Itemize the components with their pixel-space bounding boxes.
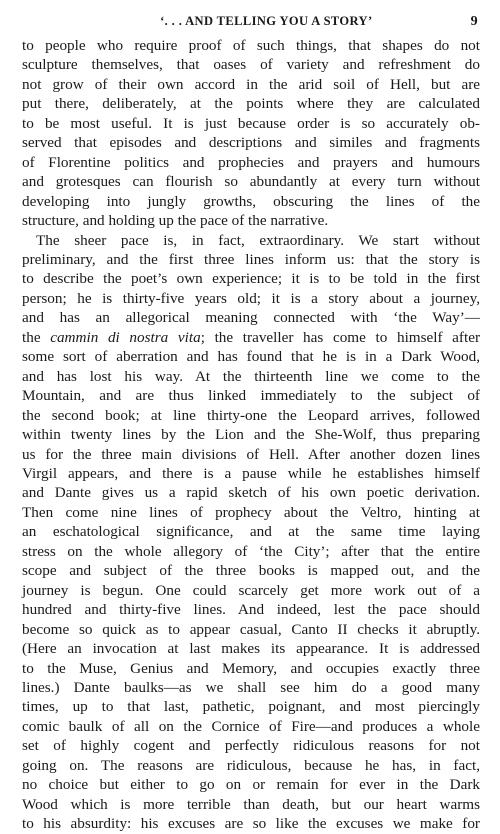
text-line: stress on the whole allegory of ‘the City’; after that the entire <box>22 542 480 560</box>
text-line: put there, deliberately, at the points where they are calculated <box>22 95 480 113</box>
text-line: of Florentine politics and prophecies and prayers and humours <box>22 153 480 171</box>
text-line: set of highly cogent and perfectly ridiculous reasons for not <box>22 737 480 755</box>
text-line: comic baulk of all on the Cornice of Fire—and produces a whole <box>22 717 480 735</box>
running-head <box>22 14 480 36</box>
text-line: no choice but either to go on or remain for ever in the Dark <box>22 776 480 794</box>
text-line: served that episodes and descriptions and similes and fragments <box>22 134 480 152</box>
text-line: us for the three main divisions of Hell. After another dozen lines <box>22 445 480 463</box>
text-line: the cammin di nostra vita; the traveller has come to himself after <box>22 328 480 346</box>
text-line: and has an allegorical meaning connected with ‘the Way’— <box>22 309 480 327</box>
text-line: developing into jungly growths, obscuring the lines of the <box>22 192 480 210</box>
text-line: person; he is thirty-five years old; it is a story about a journey, <box>22 289 480 307</box>
text-line: Virgil appears, and there is a pause while he establishes himself <box>22 464 480 482</box>
body-text <box>22 36 480 834</box>
text-line: some sort of aberration and has found that he is in a Dark Wood, <box>22 348 480 366</box>
book-page <box>22 14 480 834</box>
text-line: sculpture themselves, that oases of variety and refreshment do <box>22 56 480 74</box>
text-line: and Dante gives us a rapid sketch of his own poetic derivation. <box>22 484 480 502</box>
text-line: journey is begun. One could scarcely get more work out of a <box>22 581 480 599</box>
text-line: scope and subject of the three books is mapped out, and the <box>22 562 480 580</box>
text-line: to his absurdity: his excuses are so like the excuses we make for <box>22 815 480 833</box>
text-line: to describe the poet’s own experience; it is to be told in the first <box>22 270 480 288</box>
paragraph <box>22 231 480 834</box>
text-line: times, up to that last, pathetic, poignant, and most piercingly <box>22 698 480 716</box>
text-line: going on. The reasons are ridiculous, because he has, in fact, <box>22 756 480 774</box>
text-line: hundred and thirty-five lines. And indeed, lest the pace should <box>22 601 480 619</box>
text-line: become so quick as to appear casual, Canto II checks it abruptly. <box>22 620 480 638</box>
text-line: Mountain, and are thus linked immediately to the subject of <box>22 387 480 405</box>
text-line: the second book; at line thirty-one the Leopard arrives, followed <box>22 406 480 424</box>
text-line: and has lost his way. At the thirteenth line we come to the <box>22 367 480 385</box>
text-line: Wood which is more terrible than death, but our heart warms <box>22 795 480 813</box>
text-line: structure, and holding up the pace of the narrative. <box>22 212 329 230</box>
text-line: to be most useful. It is just because order is so accurately ob- <box>22 114 480 132</box>
text-line: (Here an invocation at last makes its appearance. It is addressed <box>22 640 480 658</box>
text-line: preliminary, and the first three lines inform us: that the story is <box>22 250 480 268</box>
text-line: to the Muse, Genius and Memory, and occupies exactly three <box>22 659 480 677</box>
text-line: within twenty lines by the Lion and the She-Wolf, thus preparing <box>22 426 480 444</box>
text-line: to people who require proof of such things, that shapes do not <box>22 37 480 54</box>
page-number: 9 <box>470 14 478 29</box>
running-head-title: ‘. . . AND TELLING YOU A STORY’ <box>160 14 373 28</box>
text-line: and grotesques can flourish so abundantly at every turn without <box>22 173 480 191</box>
text-line: The sheer pace is, in fact, extraordinary. We start without <box>36 231 480 249</box>
text-line: an eschatological significance, and at the same time laying <box>22 523 480 541</box>
text-line: not grow of their own accord in the arid soil of Hell, but are <box>22 75 480 93</box>
paragraph <box>22 36 480 231</box>
text-line: lines.) Dante baulks—as we shall see him do a good many <box>22 678 480 696</box>
text-line: Then come nine lines of prophecy about the Veltro, hinting at <box>22 503 480 521</box>
